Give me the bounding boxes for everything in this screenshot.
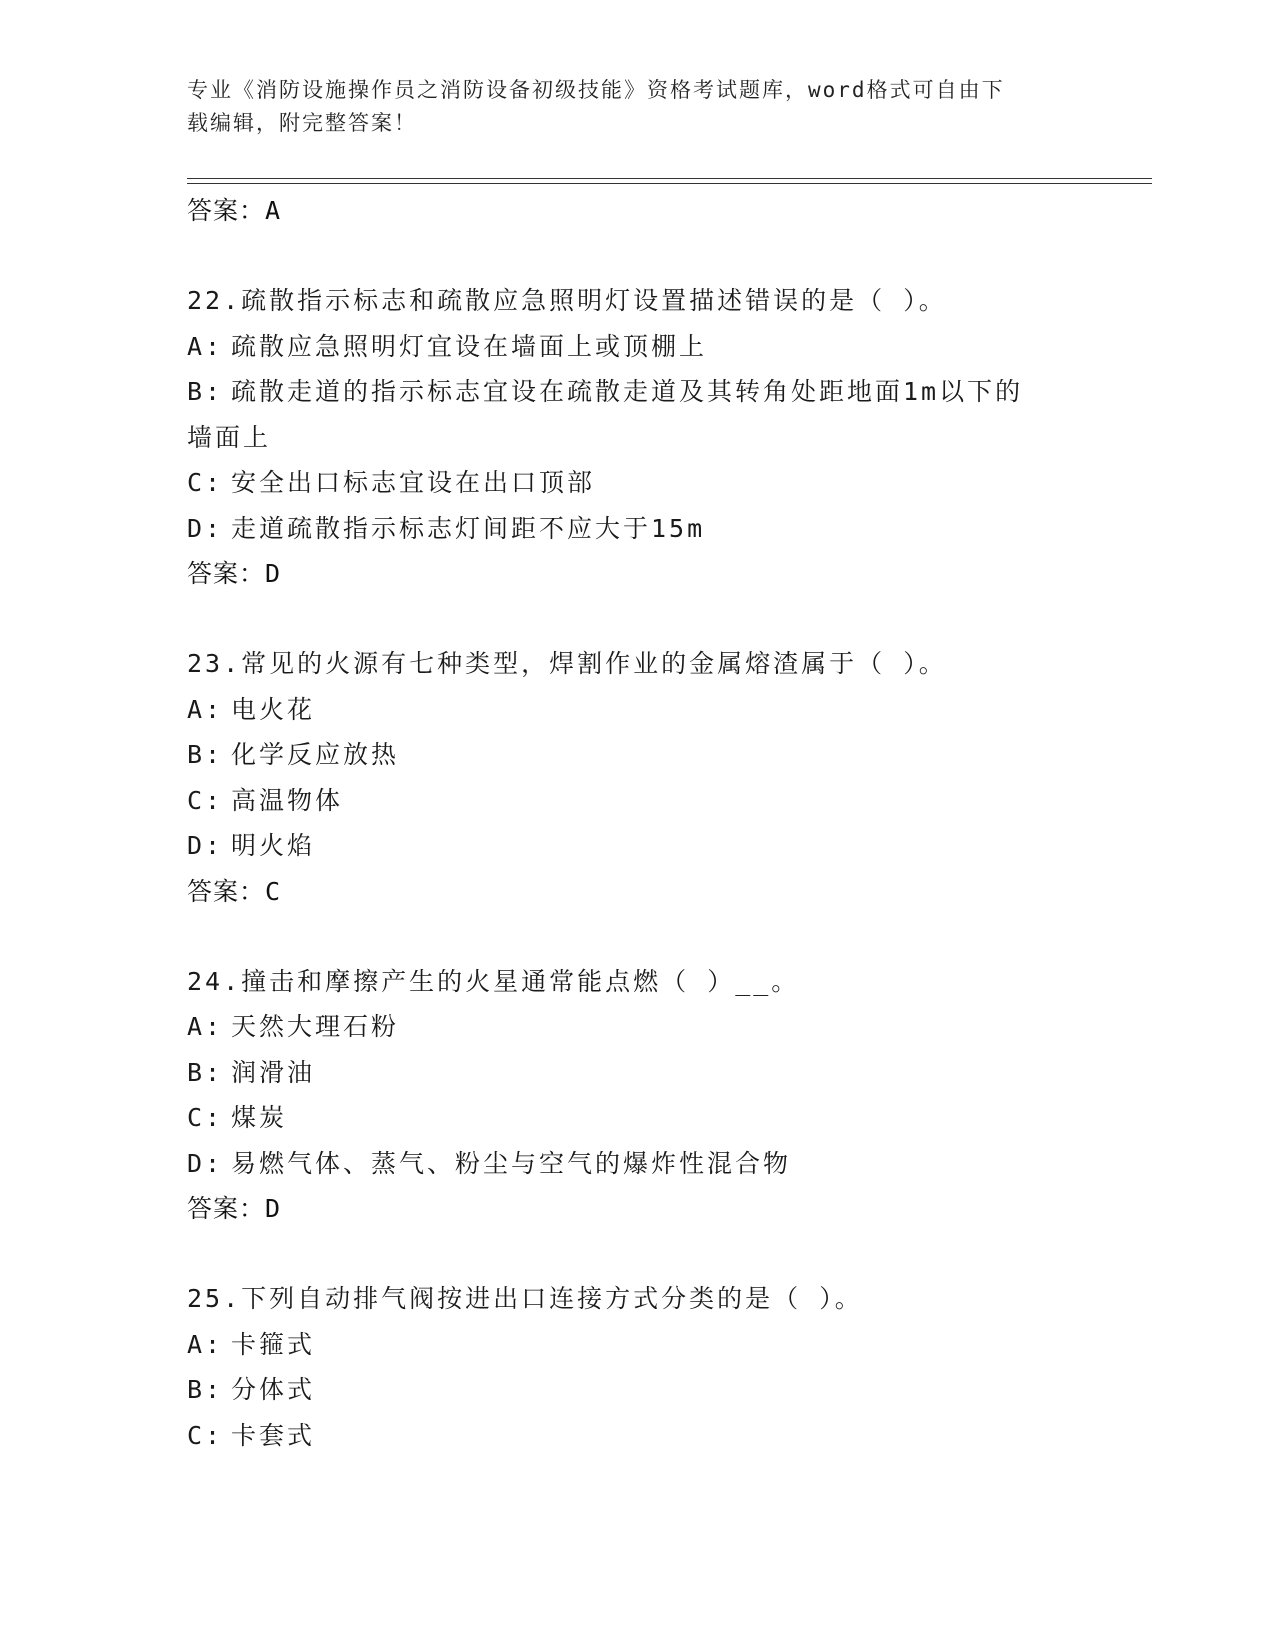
option-c: C: 卡套式 [187,1420,316,1450]
option-a: A: 天然大理石粉 [187,1012,400,1041]
option-a: A: 疏散应急照明灯宜设在墙面上或顶棚上 [187,331,708,361]
option-a: A: 卡箍式 [187,1329,316,1359]
answer-line: 答案：D [187,1194,282,1223]
question-text: 25.下列自动排气阀按进出口连接方式分类的是（ ）。 [187,1284,863,1313]
question-block [187,959,1087,1233]
option-b: B: 润滑油 [187,1057,316,1087]
header-divider-bottom [187,183,1152,184]
option-b: B: 疏散走道的指示标志宜设在疏散走道及其转角处距地面1m以下的 [187,377,1024,406]
option-b: B: 分体式 [187,1375,316,1404]
option-c: C: 高温物体 [187,785,344,815]
option-c: C: 安全出口标志宜设在出口顶部 [187,468,596,497]
header-line-1: 专业《消防设施操作员之消防设备初级技能》资格考试题库，word格式可自由下 [187,78,1005,102]
option-d: D: 易燃气体、蒸气、粉尘与空气的爆炸性混合物 [187,1148,792,1178]
question-text: 24.撞击和摩擦产生的火星通常能点燃（ ）__。 [187,966,800,996]
question-block [187,641,1087,915]
option-d: D: 走道疏散指示标志灯间距不应大于15m [187,513,706,543]
answer-line: 答案：C [187,876,282,906]
question-text: 22.疏散指示标志和疏散应急照明灯设置描述错误的是（ ）。 [187,286,947,315]
option-d: D: 明火焰 [187,831,316,860]
option-b-continuation: 墙面上 [187,422,272,452]
previous-answer: 答案：A [187,196,282,225]
question-block [187,1276,1087,1458]
header-line-2: 载编辑，附完整答案！ [187,111,417,135]
question-block [187,278,1087,597]
question-list [187,188,1087,1458]
question-text: 23.常见的火源有七种类型，焊割作业的金属熔渣属于（ ）。 [187,649,947,678]
header-divider-top [187,178,1152,179]
document-header [187,74,1067,140]
answer-line: 答案：D [187,559,282,588]
option-c: C: 煤炭 [187,1103,288,1132]
option-b: B: 化学反应放热 [187,740,400,769]
option-a: A: 电火花 [187,694,316,724]
